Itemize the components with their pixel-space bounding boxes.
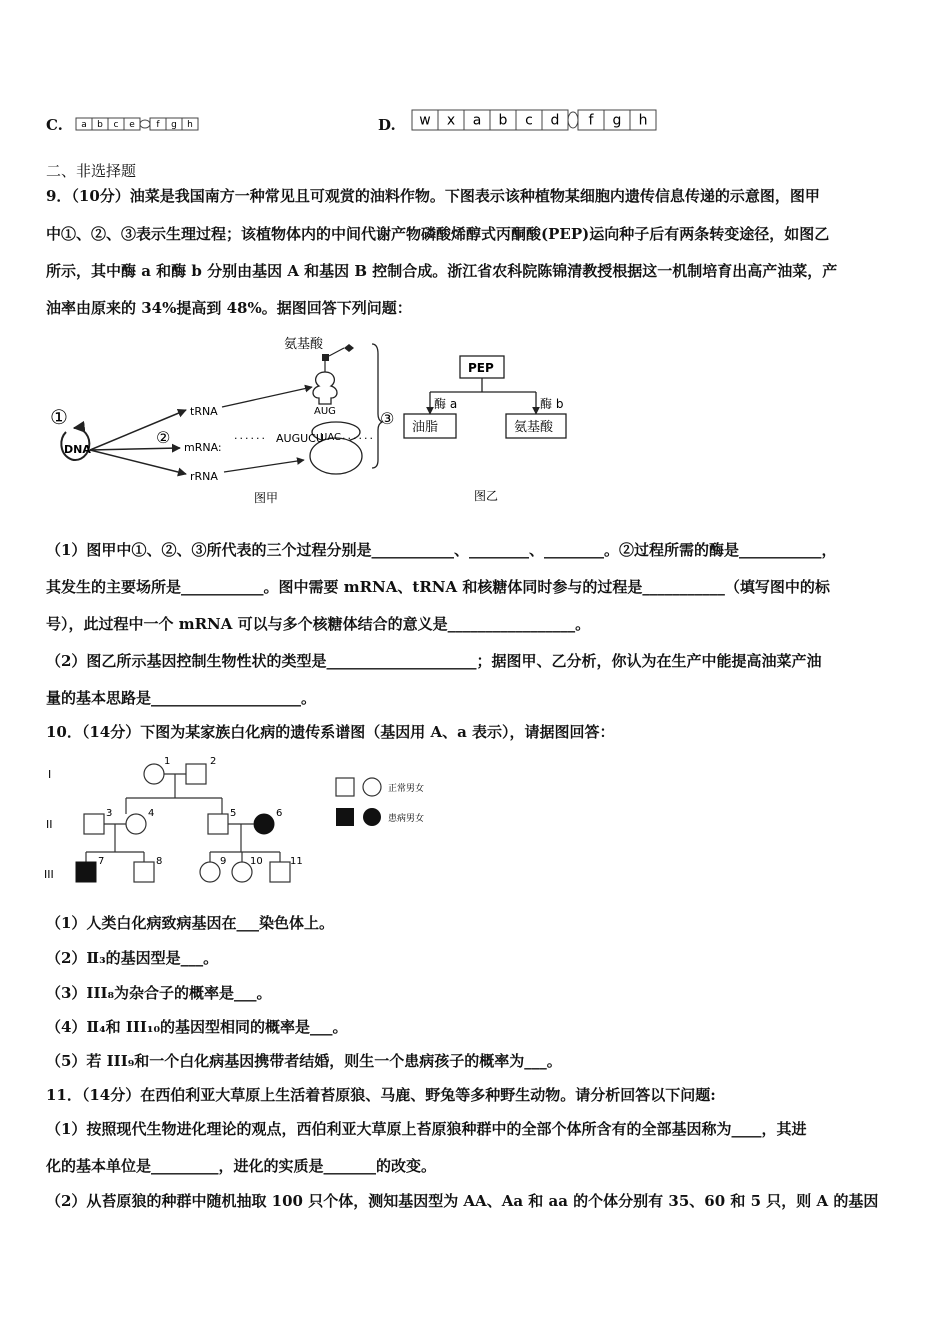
q9-sub-line: 量的基本思路是____________________。 <box>46 689 317 707</box>
individual-label-1: 1 <box>164 756 171 767</box>
individual-5 <box>208 814 228 834</box>
oil-label: 油脂 <box>412 420 439 435</box>
mrna-dots-right: ······ <box>342 432 375 445</box>
q11-sub-line: （1）按照现代生物进化理论的观点，西伯利亚大草原上苔原狼种群中的全部个体所含有的全部基因称为____，其进 <box>46 1120 807 1138</box>
legend-affected-female <box>363 808 381 826</box>
legend-affected-text: 患病男女 <box>388 814 425 824</box>
q11-sub-line: 化的基本单位是_________，进化的实质是_______的改变。 <box>46 1157 437 1175</box>
trna-arrow <box>90 410 186 450</box>
gene-letter: c <box>113 120 119 130</box>
individual-label-4: 4 <box>148 808 155 819</box>
individual-label-3: 3 <box>106 808 113 819</box>
process-3-brace <box>372 344 382 468</box>
individual-7 <box>76 862 96 882</box>
individual-2 <box>186 764 206 784</box>
trna-label: tRNA <box>190 405 218 418</box>
individual-label-2: 2 <box>210 756 217 767</box>
option-c-label: C. <box>46 116 63 134</box>
rrna-label: rRNA <box>190 470 218 483</box>
gene-letter: f <box>588 112 594 129</box>
mrna-label: mRNA: <box>184 441 222 454</box>
q10-sub-line: （4）Ⅱ₄和 III₁₀的基因型相同的概率是___。 <box>46 1018 348 1036</box>
circle-3-label: ③ <box>380 409 395 428</box>
individual-6 <box>254 814 274 834</box>
individual-1 <box>144 764 164 784</box>
q9-sub-line: （1）图甲中①、②、③所代表的三个过程分别是___________、________、________。②过程所需的酶是___________， <box>46 541 837 559</box>
option-d-label: D. <box>378 116 396 134</box>
circle-1-label: ① <box>50 405 68 429</box>
q9-line: 油率由原来的 34%提高到 48%。据图回答下列问题： <box>46 299 412 317</box>
anticodon-seq: UAC <box>320 432 341 443</box>
enzyme-a-label: 酶 a <box>434 397 458 411</box>
figure-jia <box>44 332 404 508</box>
gene-letter: g <box>612 112 622 129</box>
centromere <box>568 112 578 128</box>
q9-sub-line: 号），此过程中一个 mRNA 可以与多个核糖体结合的意义是_________________。 <box>46 615 591 633</box>
mrna-dots: ······ <box>234 432 267 445</box>
section-title: 二、非选择题 <box>46 162 137 180</box>
amino-acid-square <box>322 354 329 361</box>
gene-letter: w <box>419 112 431 129</box>
rrna-arrow <box>90 450 186 474</box>
pep-label: PEP <box>468 361 494 375</box>
individual-label-11: 11 <box>290 856 303 867</box>
q10-sub-line: （3）III₈为杂合子的概率是___。 <box>46 984 272 1002</box>
chromosome-d-figure <box>410 108 678 136</box>
gene-letter: a <box>472 112 482 129</box>
circle-2-label: ② <box>156 428 171 447</box>
legend-normal-male <box>336 778 354 796</box>
individual-8 <box>134 862 154 882</box>
q10-sub-line: （2）Ⅱ₃的基因型是___。 <box>46 949 219 967</box>
gene-letter: g <box>171 120 177 130</box>
aug-label: AUG <box>314 406 336 417</box>
individual-label-8: 8 <box>156 856 163 867</box>
gene-letter: f <box>156 120 160 130</box>
gen-label-I: I <box>48 768 52 781</box>
chromosome-c-figure <box>74 116 216 136</box>
figure-yi <box>398 350 578 508</box>
q9-line: 中①、②、③表示生理过程；该植物体内的中间代谢产物磷酸烯醇式丙酮酸(PEP)运向种子后有两条转变途径，如图乙 <box>46 225 830 243</box>
codon-seq: AUGUCU <box>276 432 324 445</box>
q10-title: 10．（14分）下图为某家族白化病的遗传系谱图（基因用 A、a 表示），请据图回答： <box>46 723 615 741</box>
gene-letter: x <box>446 112 456 129</box>
enzyme-b-label: 酶 b <box>540 397 564 411</box>
gene-letter: b <box>498 112 508 129</box>
gene-letter: c <box>525 112 533 129</box>
gene-letter: a <box>81 120 87 130</box>
q9-line: 所示，其中酶 a 和酶 b 分别由基因 A 和基因 B 控制合成。浙江省农科院陈锦清教授根据这一机制培育出高产油菜，产 <box>46 262 838 280</box>
individual-label-6: 6 <box>276 808 283 819</box>
pedigree-chart <box>44 752 464 888</box>
individual-9 <box>200 862 220 882</box>
q11-sub-line: （2）从苔原狼的种群中随机抽取 100 只个体，测知基因型为 AA、Aa 和 aa 的个体分别有 35、60 和 5 只，则 A 的基因 <box>46 1192 879 1210</box>
trna-cloverleaf <box>313 372 337 404</box>
fig-jia-caption: 图甲 <box>254 491 279 505</box>
individual-label-5: 5 <box>230 808 237 819</box>
individual-4 <box>126 814 146 834</box>
q9-line: 9．（10分）油菜是我国南方一种常见且可观赏的油料作物。下图表示该种植物某细胞内遗传信息传递的示意图，图甲 <box>46 187 820 205</box>
centromere <box>140 120 150 128</box>
legend-normal-female <box>363 778 381 796</box>
individual-label-9: 9 <box>220 856 227 867</box>
individual-label-10: 10 <box>250 856 263 867</box>
q9-sub-line: 其发生的主要场所是___________。图中需要 mRNA、tRNA 和核糖体同时参与的过程是___________（填写图中的标 <box>46 578 830 596</box>
individual-label-7: 7 <box>98 856 105 867</box>
amino-acid-diamond <box>344 344 354 352</box>
gene-letter: e <box>129 120 135 130</box>
legend-affected-male <box>336 808 354 826</box>
dna-label: DNA <box>64 443 91 456</box>
gene-letter: d <box>550 112 560 129</box>
amino-acid-box-label: 氨基酸 <box>514 420 554 435</box>
rrna-to-ribosome-arrow <box>224 460 304 472</box>
individual-10 <box>232 862 252 882</box>
gen-label-II: II <box>46 818 53 831</box>
individual-11 <box>270 862 290 882</box>
mrna-arrow <box>90 448 180 450</box>
q10-sub-line: （1）人类白化病致病基因在___染色体上。 <box>46 914 334 932</box>
gen-label-III: III <box>44 868 54 881</box>
amino-acid-label: 氨基酸 <box>284 337 324 352</box>
q11-title: 11．（14分）在西伯利亚大草原上生活着苔原狼、马鹿、野兔等多种野生动物。请分析回答以下问题: <box>46 1086 716 1104</box>
gene-letter: h <box>187 120 193 130</box>
q9-sub-line: （2）图乙所示基因控制生物性状的类型是____________________；据图甲、乙分析，你认为在生产中能提高油菜产油 <box>46 652 822 670</box>
gene-letter: h <box>638 112 648 129</box>
individual-3 <box>84 814 104 834</box>
legend-normal-text: 正常男女 <box>388 784 425 794</box>
trna-to-cloverleaf-arrow <box>222 387 312 407</box>
q10-sub-line: （5）若 III₉和一个白化病基因携带者结婚，则生一个患病孩子的概率为___。 <box>46 1052 562 1070</box>
gene-letter: b <box>97 120 103 130</box>
fig-yi-caption: 图乙 <box>474 489 499 503</box>
